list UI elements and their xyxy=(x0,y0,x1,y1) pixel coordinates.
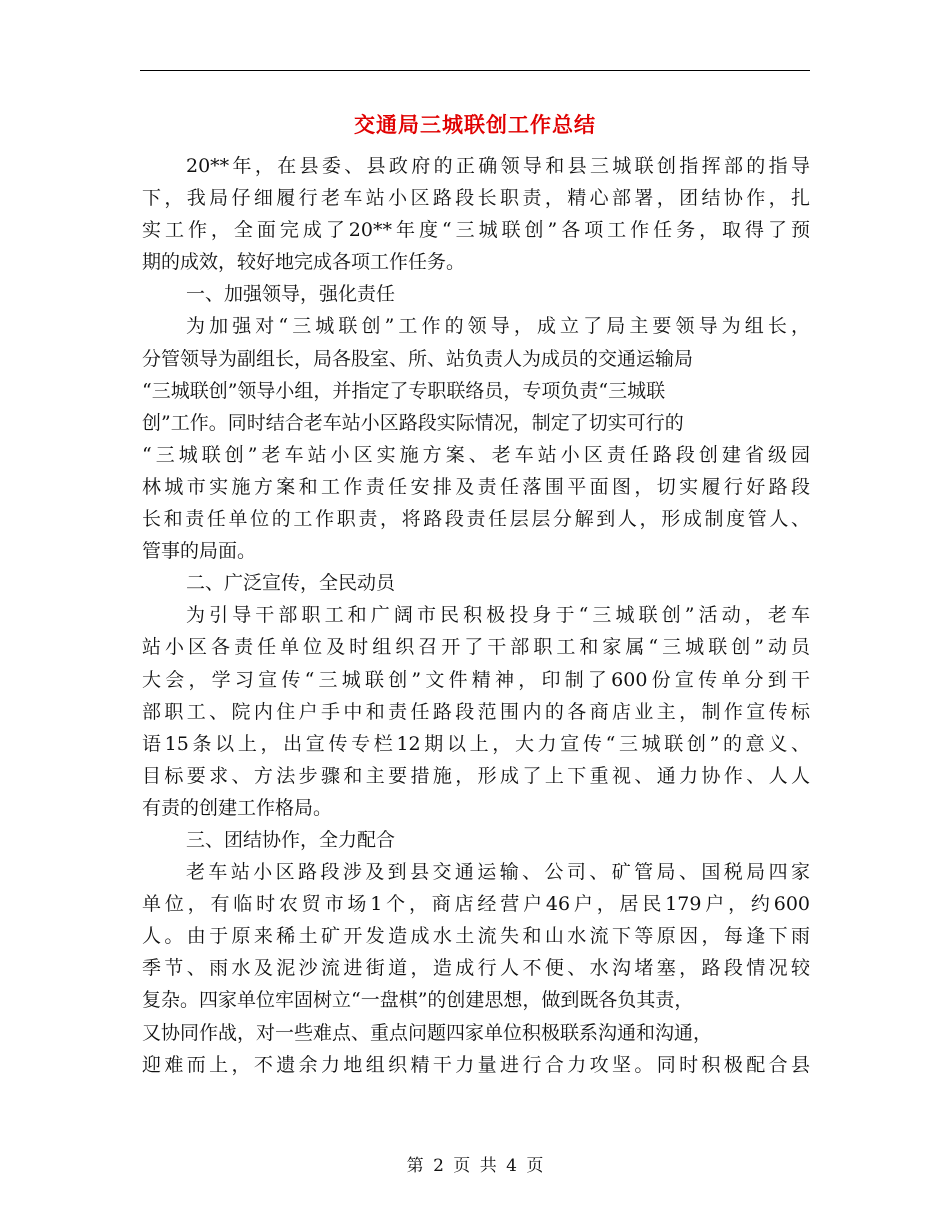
text-line: 站小区各责任单位及时组织召开了干部职工和家属“三城联创”动员 xyxy=(142,636,810,659)
text-line: 三、团结协作，全力配合 xyxy=(186,828,396,851)
text-line: 有责的创建工作格局。 xyxy=(142,796,333,819)
text-line: 分管领导为副组长，局各股室、所、站负责人为成员的交通运输局 xyxy=(142,347,694,370)
text-line: 一、加强领导，强化责任 xyxy=(186,283,396,306)
text-line: 大会，学习宣传“三城联创”文件精神，印制了600份宣传单分到干 xyxy=(142,668,810,691)
document-title: 交通局三城联创工作总结 xyxy=(354,112,596,137)
text-line: 二、广泛宣传，全民动员 xyxy=(186,572,396,595)
text-line: 20**年，在县委、县政府的正确领导和县三城联创指挥部的指导 xyxy=(186,155,810,177)
text-line: 管事的局面。 xyxy=(142,540,257,563)
text-line: 人。由于原来稀土矿开发造成水土流失和山水流下等原因，每逢下雨 xyxy=(142,925,810,948)
page-number: 第 2 页 共 4 页 xyxy=(406,1156,544,1176)
text-line: 单位，有临时农贸市场1个，商店经营户46户，居民179户，约600 xyxy=(142,893,810,916)
text-line: 迎难而上，不遗余力地组织精干力量进行合力攻坚。同时积极配合县 xyxy=(142,1053,810,1076)
text-line: 老车站小区路段涉及到县交通运输、公司、矿管局、国税局四家 xyxy=(186,861,810,884)
document-body xyxy=(142,150,810,1081)
text-line: 长和责任单位的工作职责，将路段责任层层分解到人，形成制度管人、 xyxy=(142,508,810,531)
text-line: “三城联创”老车站小区实施方案、老车站小区责任路段创建省级园 xyxy=(142,443,810,466)
text-line: 语15条以上，出宣传专栏12期以上，大力宣传“三城联创”的意义、 xyxy=(142,732,810,755)
text-line: 实工作，全面完成了20**年度“三城联创”各项工作任务，取得了预 xyxy=(142,219,810,242)
text-line: 下，我局仔细履行老车站小区路段长职责，精心部署，团结协作，扎 xyxy=(142,187,810,210)
text-line: 又协同作战，对一些难点、重点问题四家单位积极联系沟通和沟通， xyxy=(142,1021,713,1044)
text-line: 季节、雨水及泥沙流进街道，造成行人不便、水沟堵塞，路段情况较 xyxy=(142,957,810,980)
text-line: 为加强对“三城联创”工作的领导，成立了局主要领导为组长， xyxy=(186,315,810,338)
text-line: 林城市实施方案和工作责任安排及责任落围平面图，切实履行好路段 xyxy=(142,475,810,498)
text-line: “三城联创”领导小组，并指定了专职联络员，专项负责“三城联 xyxy=(142,379,666,402)
text-line: 期的成效，较好地完成各项工作任务。 xyxy=(142,251,466,274)
text-line: 复杂。四家单位牢固树立“一盘棋”的创建思想，做到既各负其责， xyxy=(142,989,694,1012)
text-line: 目标要求、方法步骤和主要措施，形成了上下重视、通力协作、人人 xyxy=(142,764,810,787)
text-line: 为引导干部职工和广阔市民积极投身于“三城联创”活动，老车 xyxy=(186,604,810,627)
header-rule xyxy=(140,70,810,71)
text-line: 部职工、院内住户手中和责任路段范围内的各商店业主，制作宣传标 xyxy=(142,700,810,723)
text-line: 创”工作。同时结合老车站小区路段实际情况，制定了切实可行的 xyxy=(142,411,684,434)
